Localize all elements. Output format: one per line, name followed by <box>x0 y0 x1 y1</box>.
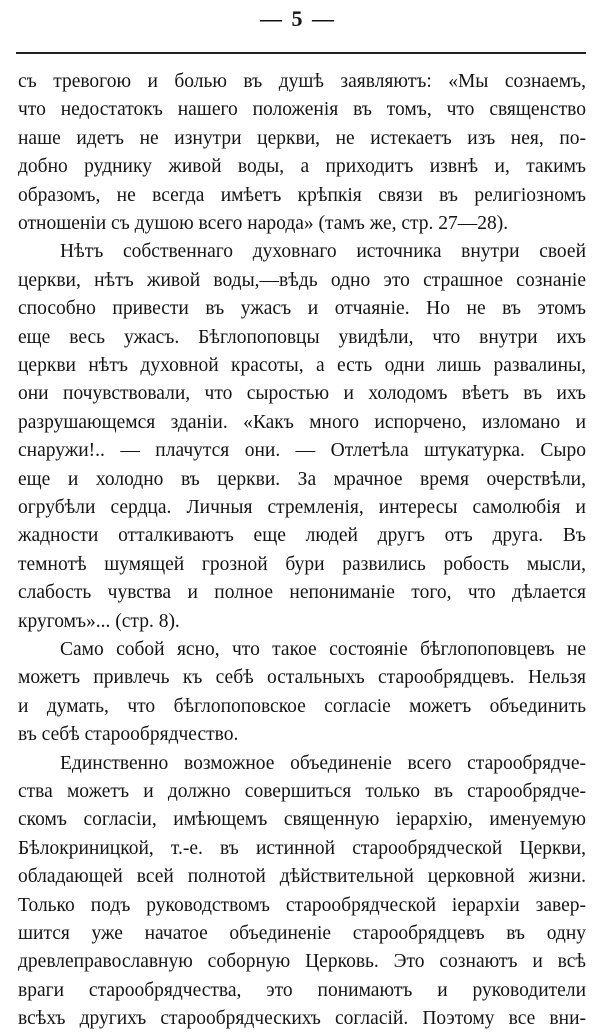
text-line: добно руднику живой воды, а приходитъ извнѣ и, такимъ <box>18 156 586 178</box>
text-line: церкви, нѣтъ живой воды,—вѣдь одно это страшное сознаніе <box>18 269 586 291</box>
text-line: и думать, что бѣглопоповское согласіе можетъ объединить <box>18 695 586 717</box>
text-line: еще весь ужасъ. Бѣглопоповцы увидѣли, что внутри ихъ <box>18 326 586 348</box>
text-line: обладающей всей полнотой дѣйствительной церковной жизни. <box>18 866 586 888</box>
text-line: огрубѣли сердца. Личныя стремленія, интересы самолюбія и <box>18 497 586 518</box>
text-line: враги старообрядчества, это понимаютъ и руководители <box>18 979 586 1001</box>
text-line: темнотѣ шумящей грозной бури развились робость мысли, <box>18 553 586 575</box>
text-line: ства можетъ и должно совершиться только въ старообрядче- <box>18 781 586 802</box>
text-line: что недостатокъ нашего положенія въ томъ, что священство <box>18 99 586 121</box>
text-line: въ себѣ старообрядчество. <box>18 724 239 746</box>
text-line: всѣхъ другихъ старообрядческихъ согласій. Поэтому все вни- <box>18 1008 586 1030</box>
text-line: наше идетъ не изнутри церкви, не истекаетъ изъ нея, по- <box>18 127 586 149</box>
text-line: они почувствовали, что сыростью и холодомъ вѣетъ въ ихъ <box>18 383 586 405</box>
page-number: — 5 — <box>260 6 336 31</box>
text-line: отношеніи съ душою всего народа» (тамъ же, стр. 27—28). <box>18 213 509 234</box>
text-line: можетъ привлечь къ себѣ остальныхъ старообрядцевъ. Нельзя <box>18 667 586 689</box>
text-line: снаружи!.. — плачутся они. — Отлетѣла штукатурка. Сыро <box>18 440 586 462</box>
text-line: образомъ, не всегда имѣетъ крѣпкія связи въ религіозномъ <box>18 184 586 206</box>
header-rule <box>16 52 586 54</box>
text-line: еще и холодно въ церкви. За мрачное время очерствѣли, <box>18 468 586 490</box>
text-line: Бѣлокриницкой, т.-е. въ истинной старообрядческой Церкви, <box>18 837 586 859</box>
text-line: слабость чувства и полное непониманіе того, что дѣлается <box>18 582 586 604</box>
text-line: Единственно возможное объединеніе всего старообрядче- <box>60 752 586 774</box>
text-line: способно привести въ ужасъ и отчаяніе. Но не въ этомъ <box>18 298 586 320</box>
text-line: Нѣтъ собственнаго духовнаго источника внутри своей <box>60 241 586 263</box>
text-line: церкви нѣтъ духовной красоты, а есть одни лишь развалины, <box>18 355 586 376</box>
text-line: скомъ согласіи, имѣющемъ священную іерархію, именуемую <box>18 809 586 831</box>
text-line: Только подъ руководствомъ старообрядческой іерархіи завер- <box>18 894 586 916</box>
text-line: Само собой ясно, что такое состояніе бѣглопоповцевъ не <box>60 639 586 660</box>
text-line: древлеправославную соборную Церковь. Это сознаютъ и всѣ <box>18 951 586 973</box>
text-line: шится уже начатое объединеніе старообрядцевъ въ одну <box>18 923 586 944</box>
text-line: кругомъ»... (стр. 8). <box>18 610 180 632</box>
text-line: съ тревогою и болью въ душѣ заявляютъ: «Мы сознаемъ, <box>18 71 586 92</box>
text-line: разрушающемся зданіи. «Какъ много испорчено, изломано и <box>18 411 586 433</box>
text-line: жадности отталкиваютъ еще людей другъ отъ друга. Въ <box>18 525 586 547</box>
